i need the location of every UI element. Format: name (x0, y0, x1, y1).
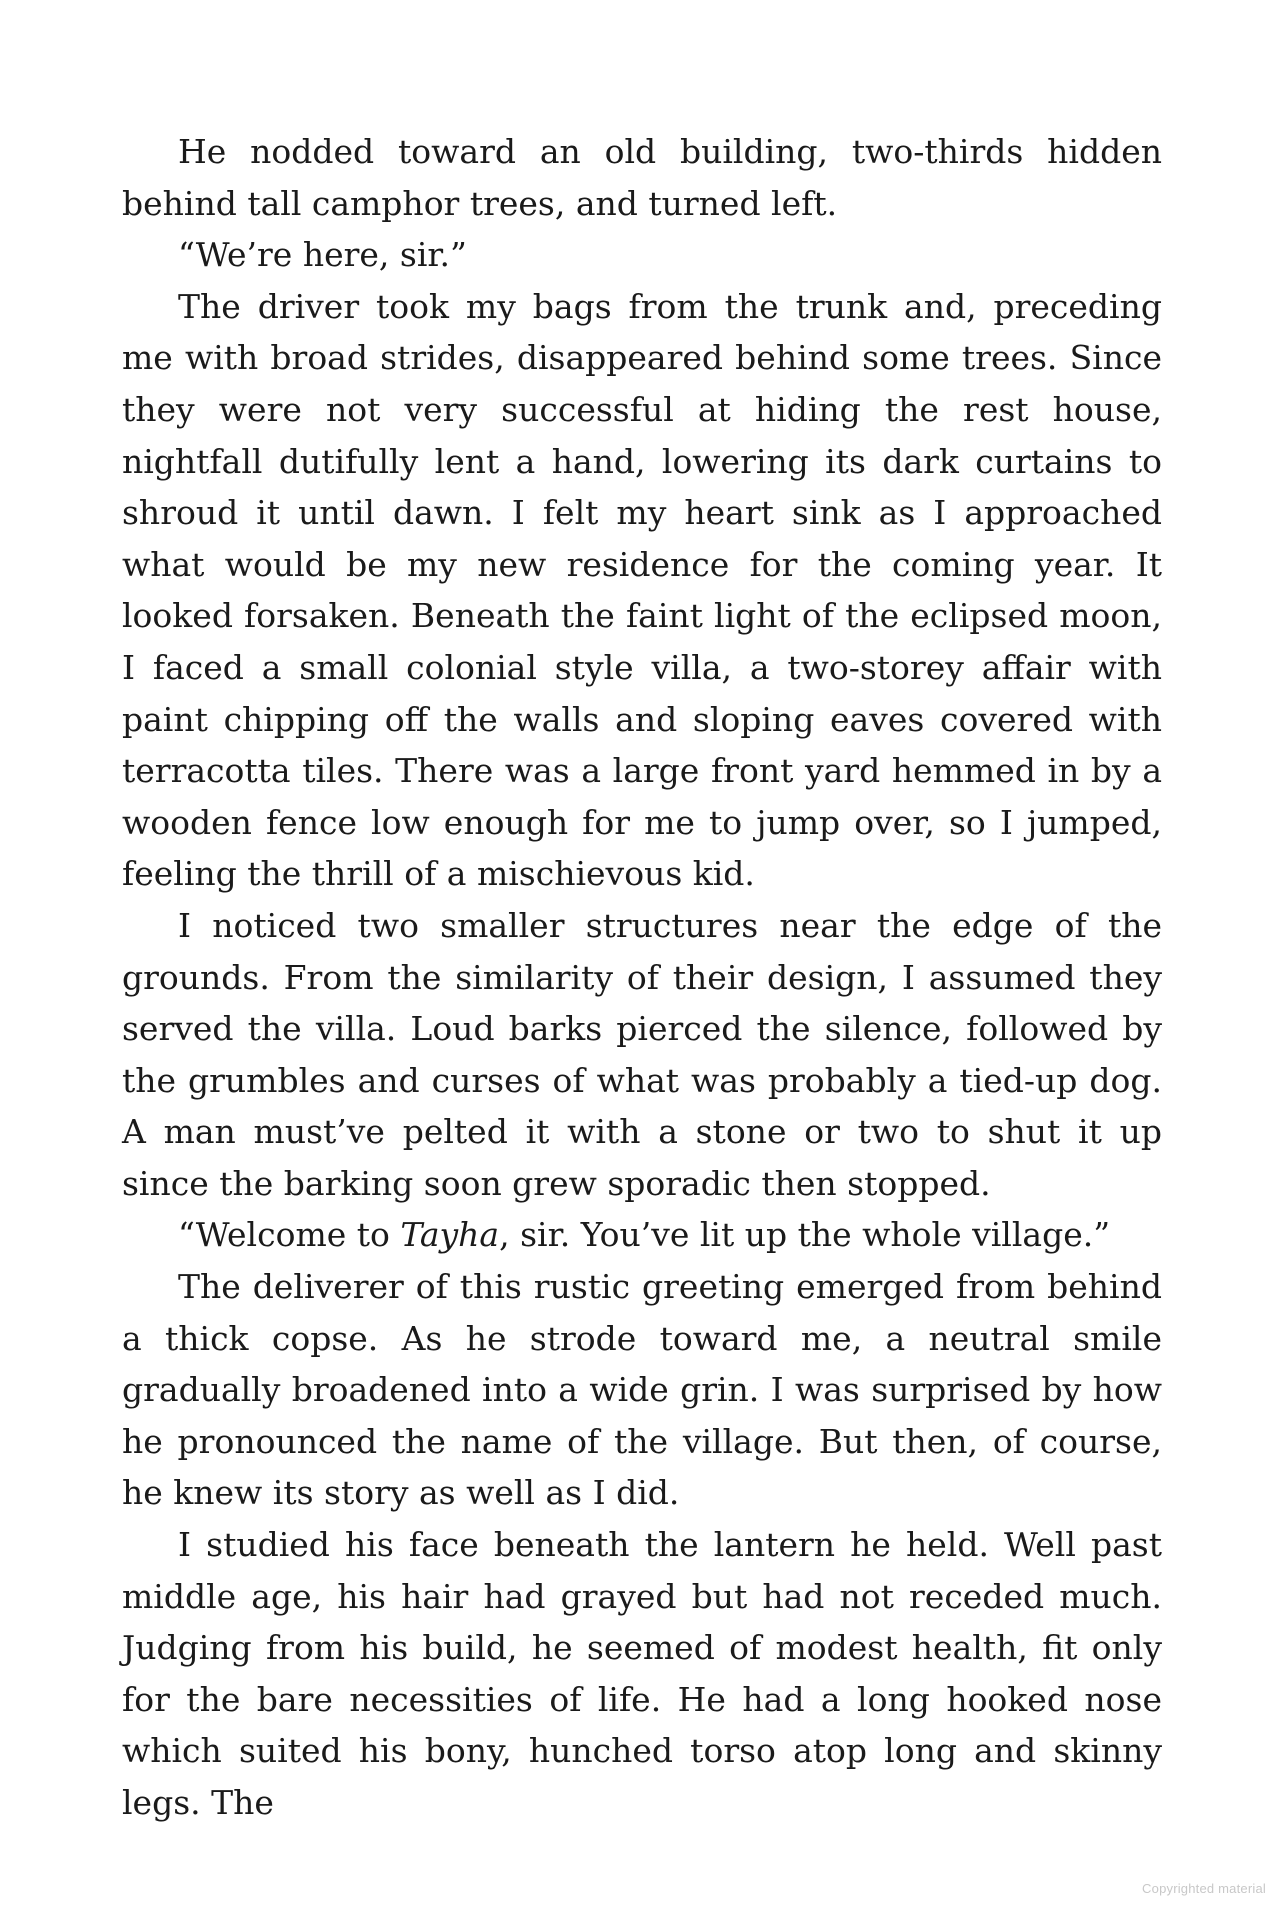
paragraph-4: I noticed two smaller structures near the edge of the grounds. From the similarity of their design, I assumed they served the villa. Loud barks pierced the silence, followed by the grumbles and curses of what was probably a tied-up dog. A man must’ve pelted it with a stone or two to shut it up since the barking soon grew sporadic then stopped. (122, 905, 1162, 1203)
village-name-italic: Tayha (400, 1215, 500, 1255)
paragraph-1: He nodded toward an old building, two-thirds hidden behind tall camphor trees, and turned left. (122, 132, 1162, 223)
paragraph-2-dialogue: “We’re here, sir.” (178, 235, 467, 275)
copyright-watermark: Copyrighted material (1142, 1881, 1266, 1896)
welcome-text-before: “Welcome to (178, 1215, 401, 1255)
paragraph-3: The driver took my bags from the trunk and, preceding me with broad strides, disappeared behind some trees. Since they were not very successful at hiding the rest house, nightfall dutifully lent a hand, lowering its dark curtains to shroud it until dawn. I felt my heart sink as I approached what would be my new residence for the coming year. It looked forsaken. Beneath the faint light of the eclipsed moon, I faced a small colonial style villa, a two-storey affair with paint chipping off the walls and sloping eaves covered with terracotta tiles. There was a large front yard hemmed in by a wooden fence low enough for me to jump over, so I jumped, feeling the thrill of a mischievous kid. (122, 286, 1162, 894)
welcome-text-after: , sir. You’ve lit up the whole village.” (499, 1215, 1111, 1255)
paragraph-7: I studied his face beneath the lantern he held. Well past middle age, his hair had grayed but had not receded much. Judging from his build, he seemed of modest health, fit only for the bare necessities of life. He had a long hooked nose which suited his bony, hunched torso atop long and skinny legs. The (122, 1525, 1162, 1822)
paragraph-5-welcome-dialogue (122, 1209, 1162, 1261)
book-page-body (122, 126, 1162, 1829)
paragraph-6: The deliverer of this rustic greeting emerged from behind a thick copse. As he strode toward me, a neutral smile gradually broadened into a wide grin. I was surprised by how he pronounced the name of the village. But then, of course, he knew its story as well as I did. (122, 1267, 1162, 1513)
